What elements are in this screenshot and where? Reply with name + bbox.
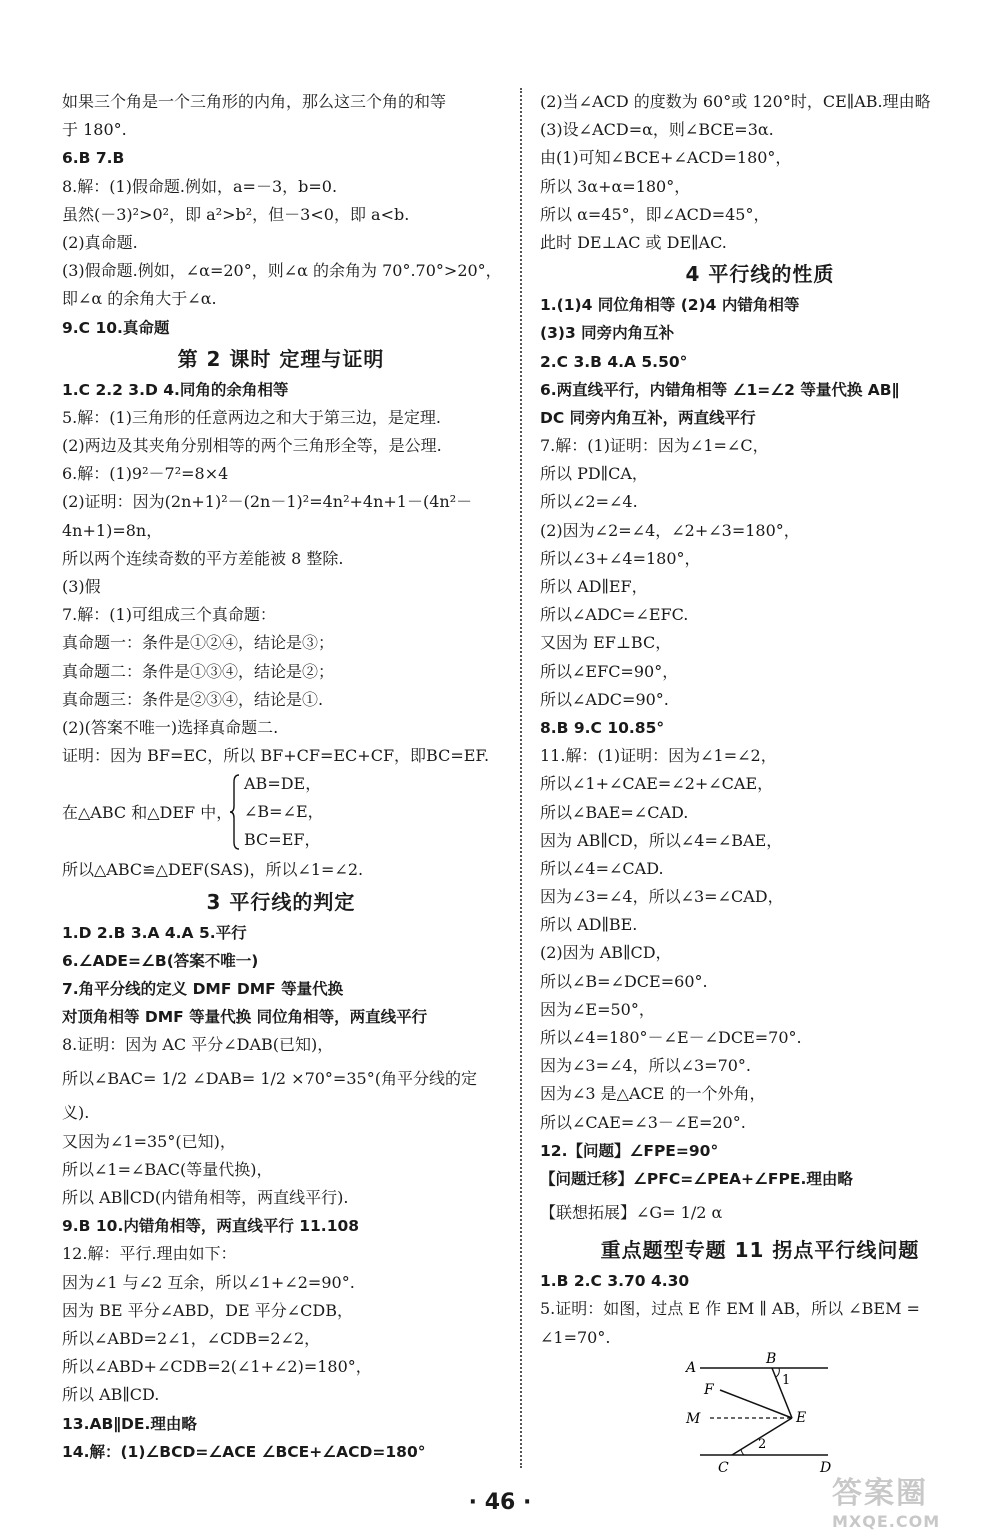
text-line: 所以 α=45°，即∠ACD=45°， — [540, 204, 770, 224]
brace-item: ∠B=∠E， — [244, 802, 324, 822]
text-line: 9.C 10.真命题 — [62, 318, 170, 337]
text-line: 7.解：(1)可组成三个真命题： — [62, 605, 276, 625]
text-line: 所以△ABC≌△DEF(SAS)，所以∠1=∠2. — [62, 860, 364, 880]
text-line: 虽然(－3)²>0²，即 a²>b²，但－3<0，即 a<b. — [62, 204, 410, 224]
brace-system — [62, 770, 500, 856]
text-line: 所以∠ADC=90°. — [540, 689, 669, 709]
page-number: · 46 · — [468, 1490, 532, 1515]
text-line: 8.B 9.C 10.85° — [540, 718, 665, 737]
text-line: 真命题一：条件是①②④，结论是③； — [62, 633, 335, 653]
label-d: D — [820, 1460, 832, 1476]
text-line: 14.解：(1)∠BCD=∠ACE ∠BCE+∠ACD=180° — [62, 1442, 426, 1461]
text-line: 12.解：平行.理由如下： — [62, 1244, 237, 1264]
text-line: 所以∠ADC=∠EFC. — [540, 605, 689, 625]
text-line: 6.∠ADE=∠B(答案不唯一) — [62, 951, 259, 970]
text-line: 6.两直线平行，内错角相等 ∠1=∠2 等量代换 AB∥ — [540, 380, 900, 399]
text-line: 所以两个连续奇数的平方差能被 8 整除. — [62, 548, 344, 568]
text-line: 又因为 EF⊥BC， — [540, 633, 672, 653]
text-line: 所以∠2=∠4. — [540, 492, 638, 512]
text-line: (3)3 同旁内角互补 — [540, 324, 675, 343]
text-line: 因为∠1 与∠2 互余，所以∠1+∠2=90°. — [62, 1272, 355, 1292]
geometry-figure — [680, 1350, 850, 1480]
angle-arc-2 — [741, 1449, 744, 1455]
text-line: (3)设∠ACD=α，则∠BCE=3α. — [540, 120, 774, 140]
segment-fe — [720, 1390, 792, 1418]
label-angle-2: 2 — [758, 1437, 767, 1452]
text-line: 证明：因为 BF=EC，所以 BF+CF=EC+CF，即BC=EF. — [62, 746, 490, 766]
section-heading: 4 平行线的性质 — [685, 262, 835, 287]
label-angle-1: 1 — [782, 1373, 791, 1388]
text-line: 所以∠EFC=90°， — [540, 661, 679, 681]
text-line: 真命题二：条件是①③④，结论是②； — [62, 661, 335, 681]
text-line: 因为∠E=50°， — [540, 999, 655, 1019]
text-line: 此时 DE⊥AC 或 DE∥AC. — [540, 232, 727, 252]
text-line: (2)因为∠2=∠4，∠2+∠3=180°， — [540, 520, 800, 540]
text-line: (2)因为 AB∥CD， — [540, 943, 672, 963]
right-column — [540, 88, 980, 1352]
text-line: 1.B 2.C 3.70 4.30 — [540, 1272, 690, 1291]
text-line: 12.【问题】∠FPE=90° — [540, 1141, 719, 1160]
watermark-url: MXQE.COM — [832, 1512, 941, 1531]
label-b: B — [766, 1351, 777, 1367]
text-line: 因为∠3=∠4，所以∠3=70°. — [540, 1056, 752, 1076]
text-line: 所以∠BAC= 1/2 ∠DAB= 1/2 ×70°=35°(角平分线的定 — [62, 1069, 477, 1089]
text-line: 所以∠CAE=∠3－∠E=20°. — [540, 1112, 746, 1132]
text-line: DC 同旁内角互补，两直线平行 — [540, 408, 756, 427]
text-line: 因为∠3=∠4，所以∠3=∠CAD， — [540, 887, 784, 907]
text-line: 6.B 7.B — [62, 149, 125, 168]
text-line: 7.角平分线的定义 DMF DMF 等量代换 — [62, 979, 344, 998]
text-line: 8.解：(1)假命题.例如，a=－3，b=0. — [62, 176, 338, 196]
text-line: 4n+1)=8n， — [62, 520, 163, 540]
text-line: 所以 3α+α=180°， — [540, 176, 691, 196]
left-brace-icon — [230, 774, 240, 850]
text-line: 5.解：(1)三角形的任意两边之和大于第三边，是定理. — [62, 407, 442, 427]
text-line: 所以 AD∥EF， — [540, 577, 648, 596]
angle-arc-1 — [776, 1368, 779, 1377]
text-line: 因为 BE 平分∠ABD，DE 平分∠CDB， — [62, 1300, 353, 1320]
section-heading: 重点题型专题 11 拐点平行线问题 — [600, 1238, 920, 1263]
text-line: 1.D 2.B 3.A 4.A 5.平行 — [62, 923, 247, 942]
watermark — [832, 1468, 992, 1532]
text-line: 1.(1)4 同位角相等 (2)4 内错角相等 — [540, 296, 800, 315]
text-line: 又因为∠1=35°(已知)， — [62, 1131, 236, 1151]
text-line: (3)假命题.例如，∠α=20°，则∠α 的余角为 70°.70°>20°， — [62, 261, 502, 281]
brace-item: BC=EF， — [244, 830, 321, 850]
text-line: 真命题三：条件是②③④，结论是①. — [62, 689, 324, 709]
text-line: (2)(答案不唯一)选择真命题二. — [62, 717, 279, 737]
text-line: 所以 AB∥CD(内错角相等，两直线平行). — [62, 1188, 349, 1207]
text-line: 所以∠4=∠CAD. — [540, 858, 664, 878]
text-line: 因为∠3 是△ACE 的一个外角， — [540, 1084, 766, 1104]
text-line: 所以∠ABD=2∠1，∠CDB=2∠2， — [62, 1328, 321, 1348]
text-line: 所以∠B=∠DCE=60°. — [540, 971, 708, 991]
text-line: 对顶角相等 DMF 等量代换 同位角相等，两直线平行 — [62, 1008, 428, 1027]
text-line: 因为 AB∥CD，所以∠4=∠BAE， — [540, 830, 783, 850]
text-line: 2.C 3.B 4.A 5.50° — [540, 352, 688, 371]
text-line: 所以∠4=180°－∠E－∠DCE=70°. — [540, 1028, 802, 1047]
text-line: 所以∠1+∠CAE=∠2+∠CAE， — [540, 774, 774, 794]
brace-label: 在△ABC 和△DEF 中， — [62, 803, 233, 823]
text-line: (2)证明：因为(2n+1)²－(2n－1)²=4n²+4n+1－(4n²－ — [62, 492, 473, 512]
text-line: 所以∠ABD+∠CDB=2(∠1+∠2)=180°， — [62, 1357, 372, 1377]
label-a: A — [686, 1360, 697, 1376]
label-m: M — [686, 1411, 701, 1427]
text-line: 即∠α 的余角大于∠α. — [62, 289, 217, 309]
text-line: ∠1=70°. — [540, 1327, 611, 1347]
text-line: (2)两边及其夹角分别相等的两个三角形全等，是公理. — [62, 436, 442, 456]
text-line: 所以 AD∥BE. — [540, 915, 638, 935]
text-line: 于 180°. — [62, 120, 127, 140]
column-divider — [520, 88, 522, 1468]
text-line: (2)当∠ACD 的度数为 60°或 120°时，CE∥AB.理由略 — [540, 92, 931, 111]
brace-item: AB=DE， — [244, 774, 322, 794]
text-line: 【联想拓展】∠G= 1/2 α — [540, 1203, 723, 1223]
section-heading: 3 平行线的判定 — [206, 889, 356, 914]
text-line: 1.C 2.2 3.D 4.同角的余角相等 — [62, 380, 289, 399]
section-heading: 第 2 课时 定理与证明 — [177, 346, 385, 371]
label-f: F — [704, 1382, 714, 1398]
text-line: 所以∠BAE=∠CAD. — [540, 802, 689, 822]
label-e: E — [796, 1410, 807, 1426]
text-line: 7.解：(1)证明：因为∠1=∠C， — [540, 436, 769, 456]
text-line: 所以∠3+∠4=180°， — [540, 548, 701, 568]
text-line: 13.AB∥DE.理由略 — [62, 1414, 197, 1433]
text-line: (3)假 — [62, 577, 101, 596]
label-c: C — [718, 1460, 729, 1476]
text-line: 【问题迁移】∠PFC=∠PEA+∠FPE.理由略 — [540, 1169, 853, 1188]
text-line: (2)真命题. — [62, 232, 138, 252]
left-column — [62, 88, 500, 1466]
text-line: 所以 PD∥CA， — [540, 464, 648, 484]
text-line: 义). — [62, 1103, 90, 1123]
watermark-logo-text: 答案圈 — [832, 1476, 928, 1511]
text-line: 9.B 10.内错角相等，两直线平行 11.108 — [62, 1217, 360, 1236]
text-line: 由(1)可知∠BCE+∠ACD=180°， — [540, 148, 792, 168]
text-line: 所以∠1=∠BAC(等量代换)， — [62, 1159, 273, 1179]
text-line: 11.解：(1)证明：因为∠1=∠2， — [540, 746, 777, 766]
text-line: 8.证明：因为 AC 平分∠DAB(已知)， — [62, 1035, 334, 1055]
text-line: 所以 AB∥CD. — [62, 1385, 160, 1405]
text-line: 5.证明：如图，过点 E 作 EM ∥ AB，所以 ∠BEM = — [540, 1299, 920, 1319]
text-line: 如果三个角是一个三角形的内角，那么这三个角的和等 — [62, 92, 447, 111]
text-line: 6.解：(1)9²－7²=8×4 — [62, 464, 229, 484]
